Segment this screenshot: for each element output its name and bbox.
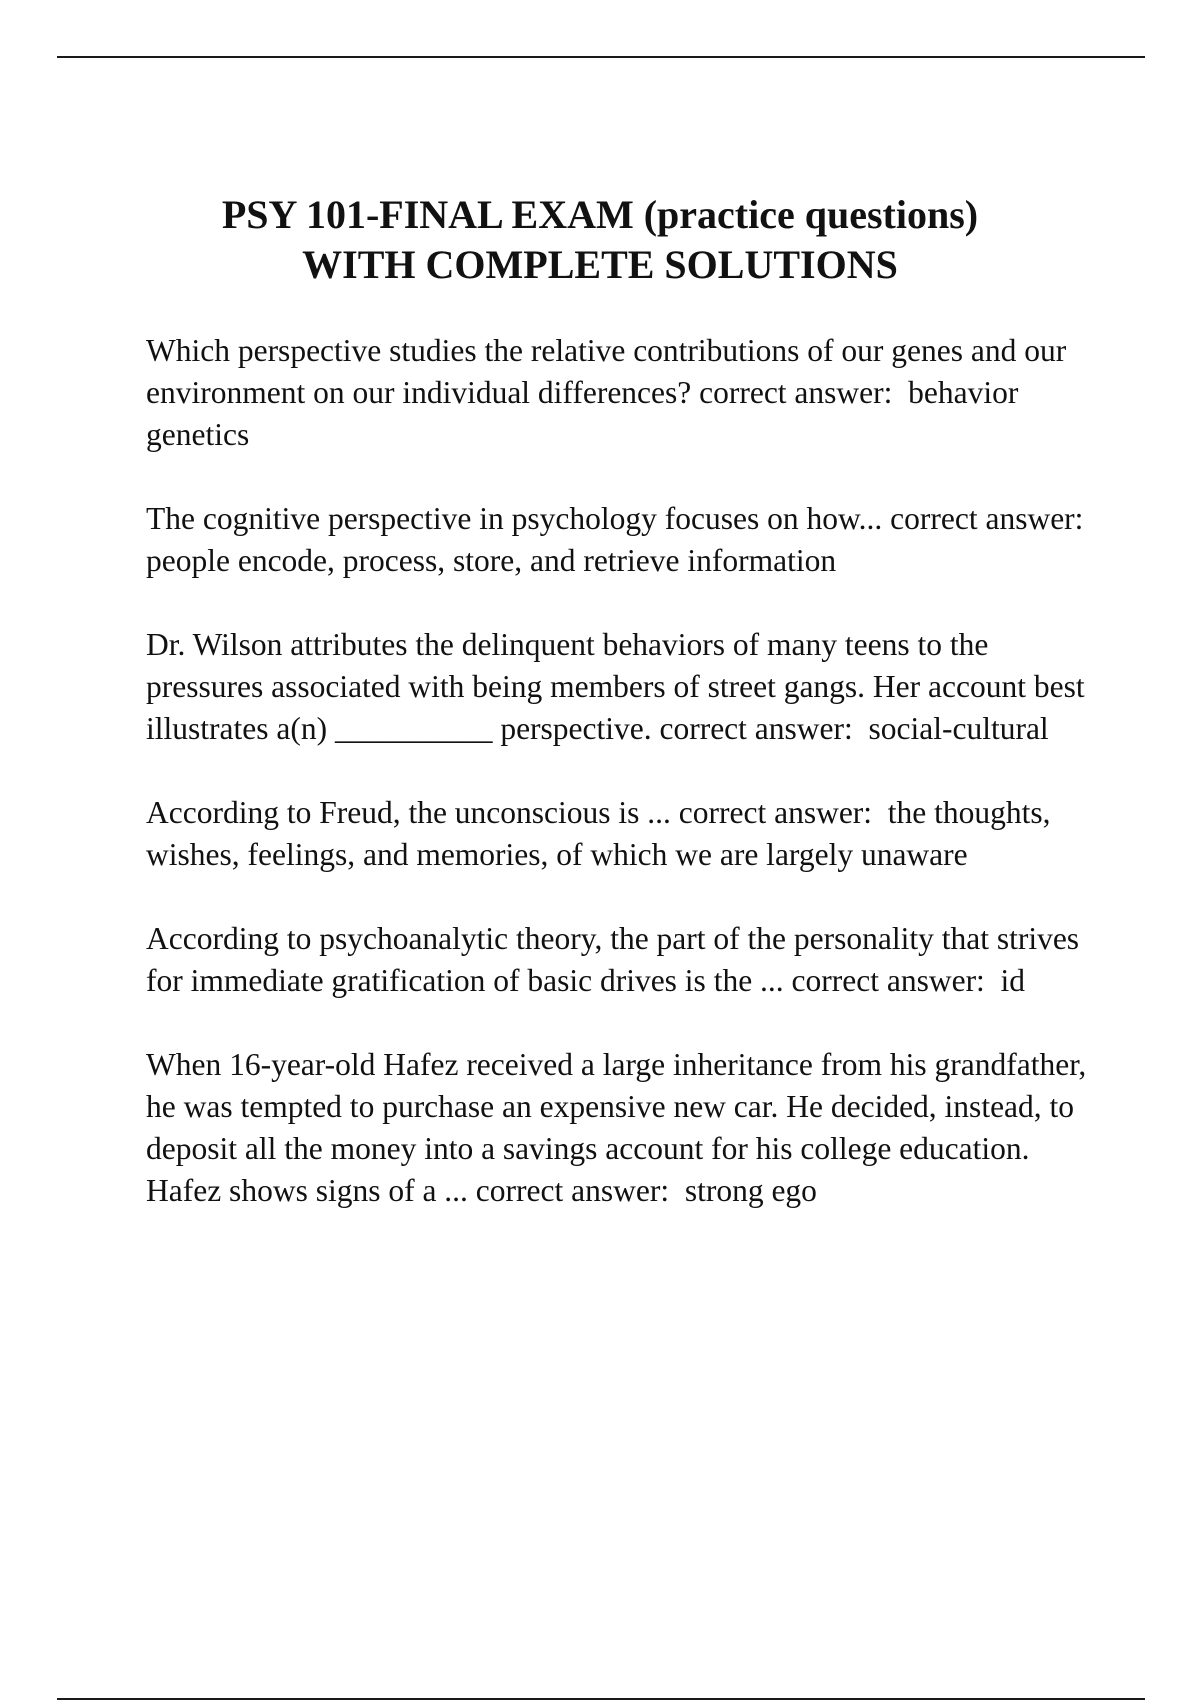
qa-item-2: The cognitive perspective in psychology focuses on how... correct answer: people encode, process, store, and retrieve information xyxy=(146,501,1100,578)
top-rule xyxy=(57,56,1145,58)
qa-item-4: According to Freud, the unconscious is ... correct answer: the thoughts, wishes, feelings, and memories, of which we are largely unaware xyxy=(146,795,1059,872)
qa-item-1: Which perspective studies the relative contributions of our genes and our environment on our individual differences? correct answer: behavior genetics xyxy=(146,333,1075,452)
title-line-2: WITH COMPLETE SOLUTIONS xyxy=(302,242,898,287)
question-answer-list xyxy=(146,330,1106,1254)
qa-item-5: According to psychoanalytic theory, the part of the personality that strives for immediate gratification of basic drives is the ... correct answer: id xyxy=(146,921,1087,998)
title-line-1: PSY 101-FINAL EXAM (practice questions) xyxy=(221,192,979,237)
qa-item-3: Dr. Wilson attributes the delinquent behaviors of many teens to the pressures associated with being members of street gangs. Her account best illustrates a(n) __________ perspective. correct answer: social-cultural xyxy=(146,627,1093,746)
document-title xyxy=(60,190,1140,290)
qa-item-6: When 16-year-old Hafez received a large inheritance from his grandfather, he was tempted to purchase an expensive new car. He decided, instead, to deposit all the money into a savings account for his college education. Hafez shows signs of a ... correct answer: strong ego xyxy=(146,1047,1095,1208)
